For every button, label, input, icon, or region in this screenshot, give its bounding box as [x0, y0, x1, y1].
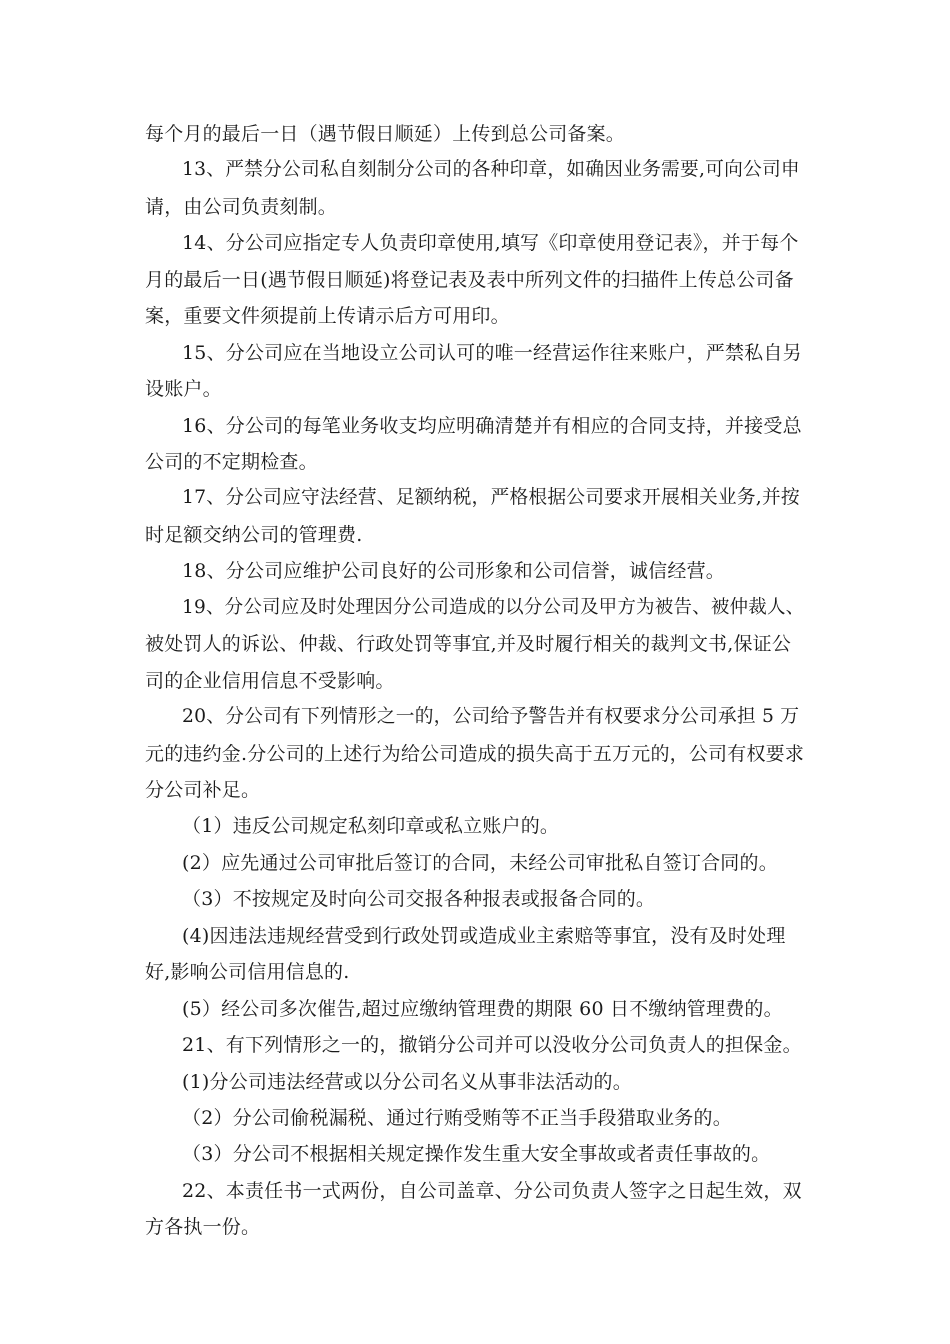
text-line: （1）违反公司规定私刻印章或私立账户的。: [182, 815, 560, 837]
text-line: (2）应先通过公司审批后签订的合同，未经公司审批私自签订合同的。: [182, 852, 778, 874]
text-line: 22、本责任书一式两份，自公司盖章、分公司负责人签字之日起生效，双: [182, 1180, 802, 1202]
text-line: 15、分公司应在当地设立公司认可的唯一经营运作往来账户，严禁私自另: [182, 342, 802, 364]
text-line: 司的企业信用信息不受影响。: [145, 670, 395, 692]
text-line: 被处罚人的诉讼、仲裁、行政处罚等事宜,并及时履行相关的裁判文书,保证公: [145, 633, 792, 655]
text-line: （2）分公司偷税漏税、通过行贿受贿等不正当手段猎取业务的。: [182, 1107, 732, 1129]
text-line: (4)因违法违规经营受到行政处罚或造成业主索赔等事宜，没有及时处理: [182, 925, 786, 947]
text-line: 14、分公司应指定专人负责印章使用,填写《印章使用登记表》，并于每个: [182, 232, 799, 254]
text-line: 元的违约金.分公司的上述行为给公司造成的损失高于五万元的，公司有权要求: [145, 743, 805, 765]
text-line: 16、分公司的每笔业务收支均应明确清楚并有相应的合同支持，并接受总: [182, 415, 802, 437]
text-line: 公司的不定期检查。: [145, 451, 318, 473]
text-line: 21、有下列情形之一的，撤销分公司并可以没收分公司负责人的担保金。: [182, 1034, 802, 1056]
text-line: 13、严禁分公司私自刻制分公司的各种印章，如确因业务需要,可向公司申: [182, 159, 800, 180]
text-line: 好,影响公司信用信息的.: [145, 961, 350, 983]
text-line: 20、分公司有下列情形之一的，公司给予警告并有权要求分公司承担 5 万: [182, 706, 800, 727]
text-line: （3）分公司不根据相关规定操作发生重大安全事故或者责任事故的。: [182, 1143, 771, 1165]
text-line: 18、分公司应维护公司良好的公司形象和公司信誉，诚信经营。: [182, 560, 725, 582]
text-line: 方各执一份。: [145, 1216, 261, 1238]
text-line: 设账户。: [145, 378, 222, 400]
text-line: 时足额交纳公司的管理费.: [145, 524, 363, 546]
text-line: 19、分公司应及时处理因分公司造成的以分公司及甲方为被告、被仲裁人、: [182, 597, 805, 618]
text-line: (1)分公司违法经营或以分公司名义从事非法活动的。: [182, 1071, 632, 1093]
text-line: 17、分公司应守法经营、足额纳税，严格根据公司要求开展相关业务,并按: [182, 487, 800, 508]
text-line: （3）不按规定及时向公司交报各种报表或报备合同的。: [182, 888, 656, 910]
text-line: 分公司补足。: [145, 779, 261, 801]
text-line: 请，由公司负责刻制。: [145, 196, 338, 218]
text-line: 月的最后一日(遇节假日顺延)将登记表及表中所列文件的扫描件上传总公司备: [145, 269, 794, 291]
text-line: 每个月的最后一日（遇节假日顺延）上传到总公司备案。: [145, 123, 626, 145]
text-line: (5）经公司多次催告,超过应缴纳管理费的期限 60 日不缴纳管理费的。: [182, 998, 783, 1020]
text-line: 案，重要文件须提前上传请示后方可用印。: [145, 305, 510, 327]
